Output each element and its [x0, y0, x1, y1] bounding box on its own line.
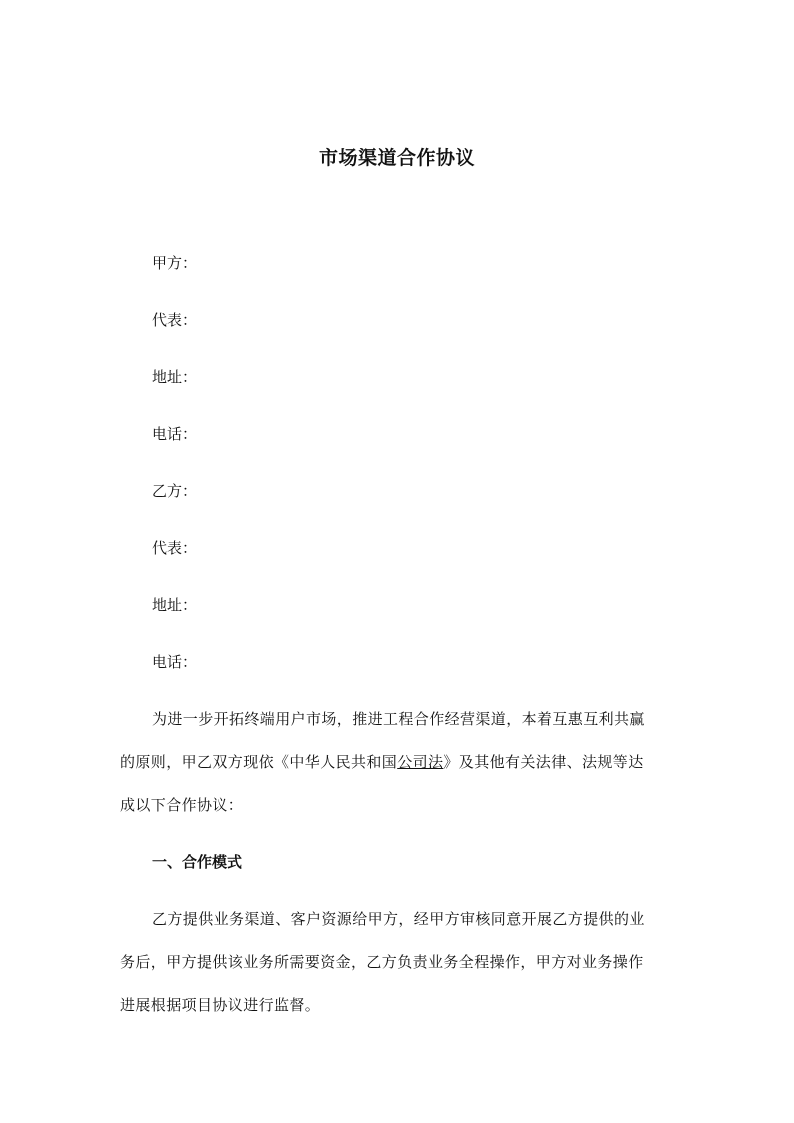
company-law-link[interactable]: 公司法: [397, 753, 444, 771]
party-b-name-label: 乙方：: [152, 482, 198, 500]
party-a-address-label: 地址：: [152, 368, 198, 386]
party-b-rep-label: 代表：: [152, 539, 198, 557]
party-a-phone-label: 电话：: [152, 425, 198, 443]
intro-line-2-pre: 的原则，甲乙双方现依《中华人民共和国: [120, 753, 398, 771]
party-b-address-label: 地址：: [152, 596, 198, 614]
party-a-name-label: 甲方：: [152, 254, 198, 272]
party-a-rep-label: 代表：: [152, 311, 198, 329]
intro-line-3: 成以下合作协议：: [120, 796, 244, 814]
section-1-line-2: 务后，甲方提供该业务所需要资金，乙方负责业务全程操作，甲方对业务操作: [120, 953, 644, 971]
party-b-phone-label: 电话：: [152, 653, 198, 671]
document-title: 市场渠道合作协议: [318, 147, 475, 169]
section-1-heading: 一、合作模式: [152, 853, 243, 871]
section-1-line-3: 进展根据项目协议进行监督。: [120, 996, 321, 1014]
intro-line-2: [120, 751, 644, 773]
intro-line-2-post: 》及其他有关法律、法规等达: [443, 753, 644, 771]
section-1-line-1: 乙方提供业务渠道、客户资源给甲方，经甲方审核同意开展乙方提供的业: [152, 910, 645, 928]
intro-line-1: 为进一步开拓终端用户市场，推进工程合作经营渠道，本着互惠互利共赢: [152, 710, 645, 728]
